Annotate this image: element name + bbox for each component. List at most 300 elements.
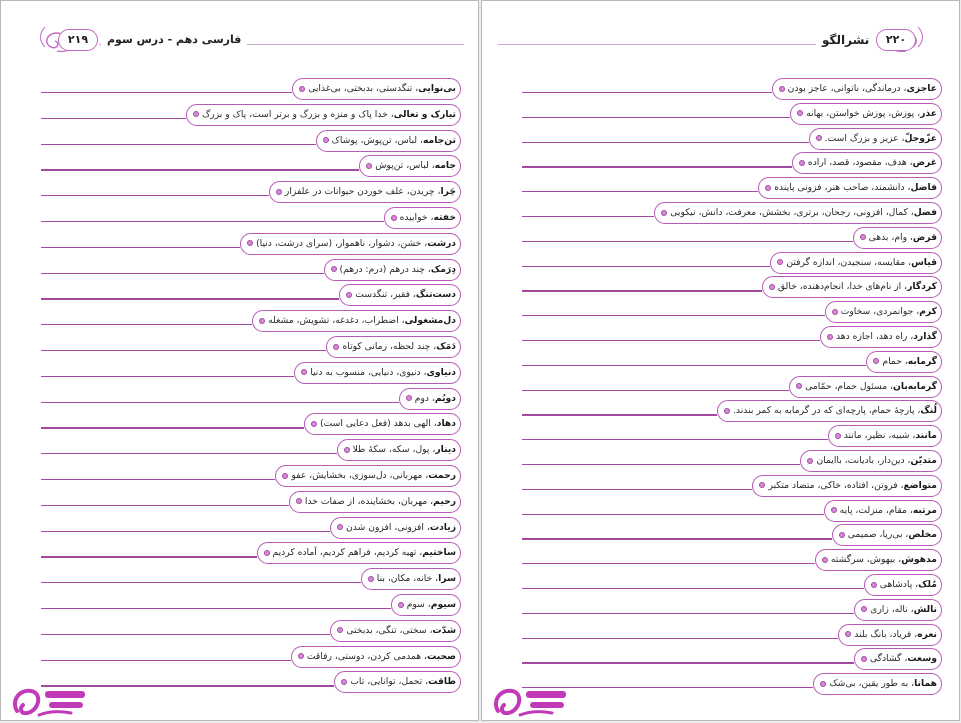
entry-definition: چند درهم (درم: درهم) xyxy=(339,263,425,275)
underline-rule xyxy=(522,439,828,440)
separator: ، xyxy=(416,547,423,559)
separator: ، xyxy=(907,331,914,342)
circle-bullet-icon xyxy=(845,631,851,637)
circle-bullet-icon xyxy=(832,309,838,315)
glossary-entry xyxy=(1,233,478,257)
entry-pill xyxy=(838,624,942,646)
entry-term: شدّت xyxy=(432,624,456,636)
entry-definition: مهربانی، دل‌سوزی، بخشایش، عفو xyxy=(291,470,423,481)
separator: ، xyxy=(907,231,913,243)
entry-definition: هدف، مقصود، قصد، اراده xyxy=(807,157,907,169)
circle-bullet-icon xyxy=(839,532,845,538)
separator: ، xyxy=(907,207,914,218)
entry-definition: بی‌ریا، صمیمی xyxy=(847,529,903,541)
entry-term: خفته xyxy=(433,212,456,223)
underline-rule xyxy=(41,660,291,661)
glossary-entry xyxy=(1,542,478,566)
underline-rule xyxy=(522,315,825,316)
entry-term: دهاد xyxy=(436,418,456,430)
underline-rule xyxy=(41,221,384,222)
entry-definition: همدمی کردن، دوستی، رفاقت xyxy=(306,650,422,662)
entry-definition: پوزش، پوزش خواستن، بهانه xyxy=(806,107,915,119)
entry-pill xyxy=(291,646,461,668)
left-page xyxy=(0,0,479,721)
entry-pill xyxy=(752,475,942,497)
underline-rule xyxy=(522,191,758,192)
entry-term: گرمابه xyxy=(907,355,937,367)
separator: ، xyxy=(904,455,911,466)
circle-bullet-icon xyxy=(368,576,374,582)
glossary-entry xyxy=(1,78,478,102)
entry-pill xyxy=(825,301,942,323)
separator: ، xyxy=(429,444,436,456)
underline-rule xyxy=(522,613,854,614)
entry-term: مُلک xyxy=(918,579,937,590)
entry-definition: تهیه کردیم، فراهم کردیم، آماده کردیم xyxy=(272,547,417,559)
entry-pill xyxy=(391,594,461,616)
circle-bullet-icon xyxy=(777,259,783,265)
entry-term: مانند xyxy=(915,430,937,442)
glossary-entry xyxy=(1,207,478,231)
entry-definition: مقایسه، سنجیدن، اندازه گرفتن xyxy=(786,256,906,268)
underline-rule xyxy=(41,144,316,145)
glossary-entry xyxy=(482,574,959,598)
entry-definition: گشادگی xyxy=(869,653,902,665)
entry-pill xyxy=(337,439,461,461)
entry-pill xyxy=(240,233,461,255)
glossary-entry xyxy=(1,439,478,463)
entry-definition: اضطراب، دغدغه، تشویش، مشغله xyxy=(268,315,399,327)
header-title: نشرالگو xyxy=(816,33,875,47)
entry-pill xyxy=(853,227,942,249)
entry-definition: تحمل، توانایی، تاب xyxy=(350,676,423,688)
entry-pill xyxy=(800,450,942,472)
entry-definition: کمال، افزونی، رجحان، برتری، بخشش، معرفت، دانش، نیکویی xyxy=(670,207,908,218)
separator: ، xyxy=(911,628,918,640)
glossary-entry xyxy=(482,227,959,251)
separator: ، xyxy=(428,160,435,172)
glossary-entry xyxy=(482,549,959,573)
entry-pill xyxy=(772,78,942,100)
circle-bullet-icon xyxy=(346,292,352,298)
underline-rule xyxy=(41,247,240,248)
entry-term: قرض xyxy=(912,231,937,243)
glossary-entry xyxy=(482,648,959,672)
header-rule xyxy=(498,44,870,45)
glossary-entry xyxy=(482,252,959,276)
glossary-entry xyxy=(482,624,959,648)
circle-bullet-icon xyxy=(861,606,867,612)
separator: ، xyxy=(895,554,902,566)
separator: ، xyxy=(410,289,416,301)
glossary-entry xyxy=(482,202,959,226)
entry-pill xyxy=(824,500,942,522)
entry-pill xyxy=(789,376,942,398)
entry-definition: دوم xyxy=(414,392,430,404)
glossary-entry xyxy=(482,326,959,350)
entry-pill xyxy=(334,671,461,693)
underline-rule xyxy=(522,538,832,539)
separator: ، xyxy=(905,256,912,268)
entry-pill xyxy=(758,177,942,199)
circle-bullet-icon xyxy=(337,524,343,530)
entry-term: نعره xyxy=(917,628,937,640)
glossary-entry xyxy=(1,568,478,592)
glossary-entry xyxy=(1,336,478,360)
separator: ، xyxy=(897,479,904,491)
entry-definition: درماندگی، ناتوانی، عاجز بودن xyxy=(787,83,901,94)
underline-rule xyxy=(41,582,361,583)
entry-definition: پادشاهی xyxy=(879,579,913,590)
entry-term: سیوم xyxy=(430,599,456,610)
circle-bullet-icon xyxy=(391,215,397,221)
glossary-entry xyxy=(1,620,478,644)
entry-term: همانا xyxy=(914,678,937,690)
entry-term: کرم xyxy=(919,306,937,318)
underline-rule xyxy=(522,514,824,515)
entry-definition: ناله، زاری xyxy=(870,603,908,615)
underline-rule xyxy=(41,298,339,299)
entry-term: مرتبه xyxy=(912,504,937,516)
underline-rule xyxy=(41,324,252,325)
entry-definition: خوابیده xyxy=(399,212,428,223)
entry-term: عاجزی xyxy=(906,83,937,94)
entry-term: غرض xyxy=(912,157,937,169)
entry-term: لُنگ xyxy=(920,405,937,417)
separator: ، xyxy=(900,83,907,94)
glossary-entry xyxy=(482,177,959,201)
entry-term: گرمابه‌بان xyxy=(893,380,937,392)
entry-definition: دانشمند، صاحب هنر، فزونی پاینده xyxy=(774,182,905,194)
separator: ، xyxy=(422,470,429,481)
glossary-entry xyxy=(1,517,478,541)
separator: ، xyxy=(901,281,908,293)
underline-rule xyxy=(522,563,815,564)
underline-rule xyxy=(522,92,772,93)
separator: ، xyxy=(901,653,908,665)
entry-term: ساختیم xyxy=(422,547,456,559)
underline-rule xyxy=(522,464,800,465)
circle-bullet-icon xyxy=(406,395,412,401)
entry-definition: چند لحظه، زمانی کوتاه xyxy=(342,341,431,352)
separator: ، xyxy=(425,263,431,275)
entry-definition: سوم xyxy=(406,599,425,610)
circle-bullet-icon xyxy=(661,210,667,216)
separator: ، xyxy=(430,341,437,352)
entry-term: مخلص xyxy=(908,529,937,541)
glossary-entry xyxy=(482,400,959,424)
circle-bullet-icon xyxy=(301,369,307,375)
entry-term: عذر xyxy=(920,107,937,119)
circle-bullet-icon xyxy=(779,86,785,92)
underline-rule xyxy=(41,376,294,377)
glossary-entry xyxy=(482,276,959,300)
glossary-entry xyxy=(1,310,478,334)
circle-bullet-icon xyxy=(765,185,771,191)
entry-pill xyxy=(294,362,461,384)
glossary-entry xyxy=(1,130,478,154)
entry-definition: خشن، دشوار، ناهموار، (سرای درشت، دنیا) xyxy=(256,237,422,249)
entry-term: عزّوجلّ xyxy=(904,132,937,144)
circle-bullet-icon xyxy=(860,234,866,240)
underline-rule xyxy=(41,92,292,93)
entry-term: درشت xyxy=(427,237,456,249)
separator: ، xyxy=(427,495,434,507)
glossary-entry xyxy=(482,500,959,524)
separator: ، xyxy=(914,107,921,119)
underline-rule xyxy=(522,142,809,143)
circle-bullet-icon xyxy=(861,656,867,662)
glossary-entry xyxy=(482,301,959,325)
separator: ، xyxy=(421,237,428,249)
underline-rule xyxy=(41,608,391,609)
entry-definition: دنیوی، دنیایی، منسوب به دنیا xyxy=(310,366,421,378)
entry-term: متدیّن xyxy=(910,455,937,466)
entry-pill xyxy=(790,103,942,125)
entry-pill xyxy=(304,413,461,435)
entry-pill xyxy=(252,310,461,332)
pooyesh-danlod-logo xyxy=(490,681,580,721)
entry-pill xyxy=(186,104,461,126)
underline-rule xyxy=(522,414,717,415)
underline-rule xyxy=(522,241,853,242)
circle-bullet-icon xyxy=(831,507,837,513)
entry-pill xyxy=(269,181,461,203)
circle-bullet-icon xyxy=(799,160,805,166)
underline-rule xyxy=(522,340,820,341)
entry-term: جامه xyxy=(434,160,456,172)
separator: ، xyxy=(426,624,433,636)
entry-definition: مقام، منزلت، پایه xyxy=(839,504,907,516)
entry-pill xyxy=(330,620,461,642)
entry-definition: جوانمردی، سخاوت xyxy=(840,306,914,318)
glossary-entry xyxy=(482,103,959,127)
circle-bullet-icon xyxy=(822,557,828,563)
entry-pill xyxy=(770,252,942,274)
entry-pill xyxy=(813,673,942,695)
underline-rule xyxy=(522,662,854,663)
underline-rule xyxy=(522,266,770,267)
entry-pill xyxy=(292,78,461,100)
underline-rule xyxy=(41,350,326,351)
entry-pill xyxy=(815,549,942,571)
entry-pill xyxy=(854,648,942,670)
circle-bullet-icon xyxy=(193,111,199,117)
separator: ، xyxy=(913,306,920,318)
entry-pill xyxy=(809,128,942,150)
entry-pill xyxy=(820,326,942,348)
page-number: ۲۱۹ xyxy=(58,29,98,51)
entry-definition: فقیر، تنگدست xyxy=(355,289,411,301)
underline-rule xyxy=(41,479,275,480)
glossary-entry xyxy=(482,599,959,623)
underline-rule xyxy=(522,166,792,167)
separator: ، xyxy=(906,157,913,169)
glossary-entry xyxy=(482,475,959,499)
glossary-entry xyxy=(482,78,959,102)
entry-pill xyxy=(339,284,461,306)
separator: ، xyxy=(898,132,905,144)
entry-term: صحبت xyxy=(427,650,456,662)
underline-rule xyxy=(41,118,186,119)
glossary-entry xyxy=(1,181,478,205)
underline-rule xyxy=(41,273,324,274)
circle-bullet-icon xyxy=(797,110,803,116)
entry-term: زیادت xyxy=(429,521,456,533)
entry-term: نالش xyxy=(913,603,937,615)
entry-term: دِرَمک xyxy=(430,263,456,275)
glossary-entry xyxy=(482,152,959,176)
entry-definition: وام، بدهی xyxy=(868,231,908,243)
entry-term: متواضع xyxy=(903,479,937,491)
circle-bullet-icon xyxy=(873,358,879,364)
underline-rule xyxy=(522,588,864,589)
underline-rule xyxy=(41,402,399,403)
circle-bullet-icon xyxy=(871,582,877,588)
entry-term: تبارک و تعالی xyxy=(393,108,456,120)
circle-bullet-icon xyxy=(296,498,302,504)
entry-definition: فریاد، بانگ بلند xyxy=(854,628,912,640)
circle-bullet-icon xyxy=(759,482,765,488)
separator: ، xyxy=(421,650,428,662)
entry-definition: بیهوش، سرگشته xyxy=(830,554,896,566)
circle-bullet-icon xyxy=(724,408,730,414)
separator: ، xyxy=(422,676,429,688)
entry-definition: سختی، تنگی، بدبختی xyxy=(346,624,427,636)
glossary-entry xyxy=(482,524,959,548)
underline-rule xyxy=(41,556,257,557)
entry-pill xyxy=(399,388,461,410)
entry-definition: دین‌دار، بادیانت، باایمان xyxy=(816,455,905,466)
separator: ، xyxy=(429,392,435,404)
entry-pill xyxy=(828,425,942,447)
entry-term: فاضل xyxy=(910,182,937,194)
entry-term: دست‌تنگ xyxy=(415,289,456,301)
entry-term: دَمَک xyxy=(436,341,456,352)
circle-bullet-icon xyxy=(835,433,841,439)
entry-definition: از نام‌های خدا، انجام‌دهنده، خالق xyxy=(777,281,902,293)
circle-bullet-icon xyxy=(820,681,826,687)
separator: ، xyxy=(906,504,913,516)
underline-rule xyxy=(41,634,330,635)
entry-pill xyxy=(864,574,942,596)
glossary-entry xyxy=(1,284,478,308)
entry-definition: الهی بدهد (فعل دعایی است) xyxy=(320,418,431,430)
entry-pill xyxy=(762,276,942,298)
underline-rule xyxy=(41,531,330,532)
separator: ، xyxy=(912,579,919,590)
entry-term: مدهوش xyxy=(901,554,937,566)
entry-pill xyxy=(717,400,942,422)
circle-bullet-icon xyxy=(366,163,372,169)
entry-pill xyxy=(361,568,461,590)
separator: ، xyxy=(412,83,419,94)
separator: ، xyxy=(909,430,916,442)
separator: ، xyxy=(423,521,430,533)
circle-bullet-icon xyxy=(299,86,305,92)
pooyesh-danlod-logo xyxy=(9,681,99,721)
glossary-entry xyxy=(1,259,478,283)
entry-term: رحمت xyxy=(428,470,456,481)
separator: ، xyxy=(902,529,909,541)
entry-pill xyxy=(654,202,942,224)
entry-definition: خانه، مکان، بنا xyxy=(376,573,433,585)
right-page xyxy=(481,0,960,721)
glossary-entry xyxy=(1,465,478,489)
entry-pill xyxy=(832,524,942,546)
underline-rule xyxy=(522,489,752,490)
circle-bullet-icon xyxy=(337,627,343,633)
entry-definition: لباس، تن‌پوش، پوشاک xyxy=(331,134,418,146)
underline-rule xyxy=(522,117,790,118)
glossary-entry xyxy=(482,425,959,449)
entry-term: سرا xyxy=(438,573,456,585)
underline-rule xyxy=(522,638,838,639)
entry-definition: راه دهد، اجازه دهد xyxy=(835,331,908,342)
separator: ، xyxy=(901,355,908,367)
entry-term: تن‌جامه xyxy=(422,134,456,146)
circle-bullet-icon xyxy=(247,240,253,246)
circle-bullet-icon xyxy=(816,135,822,141)
entry-definition: فروتن، افتاده، خاکی، متضاد متکبر xyxy=(768,479,898,491)
entry-pill xyxy=(257,542,462,564)
entry-definition: پول، سکه، سکهٔ طلا xyxy=(352,444,430,456)
entry-definition: پارچهٔ حمام، پارچه‌ای که در گرمابه به کمر بندند. xyxy=(732,405,915,417)
separator: ، xyxy=(434,186,441,198)
page-number: ۲۲۰ xyxy=(876,29,916,51)
entry-definition: حمام xyxy=(882,355,902,367)
entry-term: قیاس xyxy=(911,256,937,268)
entry-pill xyxy=(384,207,461,229)
entry-term: دویُم xyxy=(434,392,456,404)
entry-pill xyxy=(359,155,461,177)
header-title: فارسی دهم - درس سوم xyxy=(101,33,247,46)
circle-bullet-icon xyxy=(259,318,265,324)
circle-bullet-icon xyxy=(827,334,833,340)
glossary-entry xyxy=(1,491,478,515)
entry-definition: شبیه، نظیر، مانند xyxy=(843,430,910,442)
circle-bullet-icon xyxy=(323,137,329,143)
entry-pill xyxy=(326,336,461,358)
underline-rule xyxy=(41,453,337,454)
glossary-entry xyxy=(482,376,959,400)
separator: ، xyxy=(907,603,914,615)
entry-pill xyxy=(275,465,461,487)
separator: ، xyxy=(398,315,405,327)
separator: ، xyxy=(420,366,427,378)
glossary-entry xyxy=(1,413,478,437)
entry-pill xyxy=(289,491,461,513)
separator: ، xyxy=(424,599,431,610)
glossary-entry xyxy=(482,128,959,152)
separator: ، xyxy=(417,134,423,146)
entry-term: کردگار xyxy=(907,281,937,293)
glossary-entry xyxy=(1,594,478,618)
circle-bullet-icon xyxy=(311,421,317,427)
circle-bullet-icon xyxy=(331,266,337,272)
glossary-entry xyxy=(1,646,478,670)
entry-definition: لباس، تن‌پوش xyxy=(375,160,429,172)
entry-definition: به طور یقین، بی‌شک xyxy=(829,678,909,690)
separator: ، xyxy=(432,573,439,585)
entry-term: رحیم xyxy=(433,495,456,507)
entry-definition: خدا پاک و منزه و بزرگ و برتر است، پاک و بزرگ xyxy=(202,108,388,120)
entry-term: دنیاوی xyxy=(426,366,456,378)
circle-bullet-icon xyxy=(264,550,270,556)
entry-definition: عزیز و بزرگ است. xyxy=(824,132,899,144)
entry-definition: مهربان، بخشاینده، از صفات خدا xyxy=(304,495,428,507)
entry-term: چَرا xyxy=(440,186,456,198)
